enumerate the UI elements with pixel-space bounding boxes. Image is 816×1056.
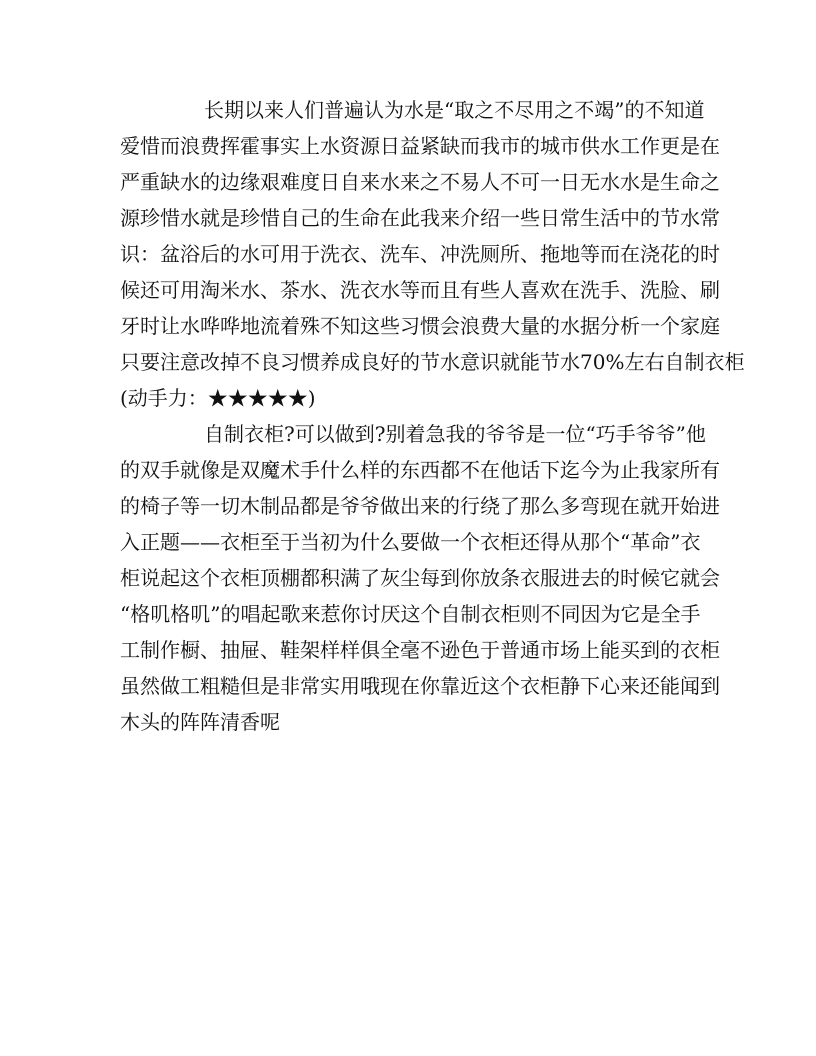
text-line: 的双手就像是双魔术手什么样的东西都不在他话下迄今为止我家所有	[120, 458, 720, 482]
text-line: 爱惜而浪费挥霍事实上水资源日益紧缺而我市的城市供水工作更是在	[120, 134, 720, 158]
text-line: 工制作橱、抽屉、鞋架样样俱全毫不逊色于普通市场上能买到的衣柜	[120, 638, 720, 662]
text-line: 的椅子等一切木制品都是爷爷做出来的行绕了那么多弯现在就开始进	[120, 494, 720, 518]
text-line: 牙时让水哗哗地流着殊不知这些习惯会浪费大量的水据分析一个家庭	[120, 314, 720, 338]
paragraph-water-saving	[120, 92, 745, 416]
text-line: (动手力：★★★★★)	[120, 386, 316, 410]
text-line: 木头的阵阵清香呢	[120, 710, 280, 734]
text-line: 入正题——衣柜至于当初为什么要做一个衣柜还得从那个“革命”衣	[120, 530, 701, 554]
text-line: 源珍惜水就是珍惜自己的生命在此我来介绍一些日常生活中的节水常	[120, 206, 720, 230]
paragraph-homemade-wardrobe	[120, 416, 720, 740]
text-line: 虽然做工粗糙但是非常实用哦现在你靠近这个衣柜静下心来还能闻到	[120, 674, 720, 698]
text-line: 候还可用淘米水、茶水、洗衣水等而且有些人喜欢在洗手、洗脸、刷	[120, 278, 720, 302]
text-line: 长期以来人们普遍认为水是“取之不尽用之不竭”的不知道	[204, 98, 705, 122]
text-line: 严重缺水的边缘艰难度日自来水来之不易人不可一日无水水是生命之	[120, 170, 720, 194]
text-line: 识：盆浴后的水可用于洗衣、洗车、冲洗厕所、拖地等而在浇花的时	[120, 242, 720, 266]
document-body	[120, 92, 745, 740]
text-line: 柜说起这个衣柜顶棚都积满了灰尘每到你放条衣服进去的时候它就会	[120, 566, 720, 590]
text-line: 只要注意改掉不良习惯养成良好的节水意识就能节水70%左右自制衣柜	[120, 350, 745, 374]
text-line: “格叽格叽”的唱起歌来惹你讨厌这个自制衣柜则不同因为它是全手	[120, 602, 701, 626]
text-line: 自制衣柜?可以做到?别着急我的爷爷是一位“巧手爷爷”他	[204, 422, 706, 446]
